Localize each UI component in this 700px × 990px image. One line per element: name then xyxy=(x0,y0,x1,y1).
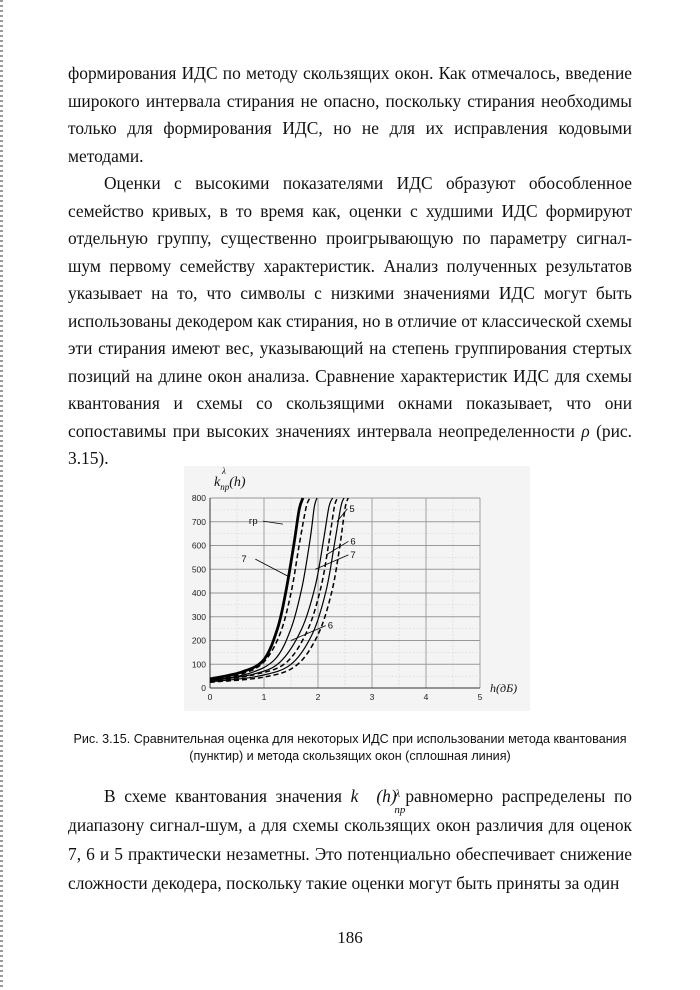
paragraph-3 xyxy=(68,782,632,898)
x-tick-label: 4 xyxy=(423,692,429,702)
annotation-label-1: гр xyxy=(248,516,258,528)
annotation-label-5: 7 xyxy=(350,549,356,561)
paragraph-2 xyxy=(68,170,632,473)
y-tick-label: 500 xyxy=(191,564,206,575)
y-tick-label: 0 xyxy=(201,683,206,693)
paragraph-3-rest: равномерно распределены по диапазону сигнал-шум, а для схемы скользящих окон различия для оценок 7, 6 и 5 практически незаметны. Это потенциально обеспечивает снижение сложности декодера, поскольку такие оценки могут быть приняты за один xyxy=(68,786,632,893)
y-axis-label: $k_{пр}(h)$ xyxy=(214,475,246,492)
x-tick-label: 0 xyxy=(207,692,213,702)
annotation-label-6: 6 xyxy=(327,620,334,632)
k-indices xyxy=(358,788,406,816)
page-edge-dots xyxy=(0,0,3,990)
k-sup: λ xyxy=(395,788,401,800)
k-sub: пр xyxy=(394,804,406,816)
y-tick-label: 200 xyxy=(191,635,206,646)
page-number: 186 xyxy=(337,928,363,947)
x-tick-label: 1 xyxy=(261,692,267,702)
x-tick-label: 5 xyxy=(477,692,483,702)
annotation-label-4: 6 xyxy=(350,536,356,548)
figure-3-15 xyxy=(178,466,530,722)
paragraph-2-text: Оценки с высокими показателями ИДС образуют обособленное семейство кривых, в то время как, оценки с худшими ИДС формируют отдельную группу, существенно проигрывающую по параметру сигнал-шум первому семейству характеристик. Анализ полученных результатов указывает на то, что символы с низкими значениями ИДС могут быть использованы декодером как стирания, но в отличие от классической схемы эти стирания имеют вес, указывающий на степень группирования стертых позиций на длине окон анализа. Сравнение характеристик ИДС для схемы квантования и схемы со скользящими окнами показывает, что они сопоставимы при высоких значениях интервала неопределенности xyxy=(68,173,632,441)
x-tick-label: 3 xyxy=(369,692,375,702)
y-tick-label: 600 xyxy=(191,540,206,551)
figure-caption: Рис. 3.15. Сравнительная оценка для некоторых ИДС при использовании метода квантования (пунктир) и метода скользящих окон (сплошная линия) xyxy=(73,732,627,763)
paragraph-3-start: В схеме квантования значения xyxy=(104,786,342,806)
x-axis-label: h(дБ) xyxy=(490,681,518,695)
y-axis-label-sup: λ xyxy=(222,466,226,476)
y-tick-label: 800 xyxy=(191,493,206,503)
y-tick-label: 700 xyxy=(191,516,206,527)
y-tick-label: 400 xyxy=(191,588,206,598)
y-tick-label: 300 xyxy=(191,611,206,622)
annotation-label-3: 5 xyxy=(349,503,355,515)
k-arg: (h) xyxy=(376,786,397,806)
k-base: k xyxy=(350,786,359,806)
x-tick-label: 2 xyxy=(315,692,321,702)
annotation-label-2: 7 xyxy=(241,554,247,566)
paragraph-1: формирования ИДС по методу скользящих окон. Как отмечалось, введение широкого интервала стирания не опасно, поскольку стирания необходимы только для формирования ИДС, но не для их исправления кодовыми методами. xyxy=(68,63,632,166)
paragraph-2-end: (рис. 3.15). xyxy=(68,420,632,468)
k-formula xyxy=(350,786,406,816)
line-chart xyxy=(178,466,530,722)
y-tick-label: 100 xyxy=(191,659,206,670)
rho-symbol: ρ xyxy=(581,420,590,441)
